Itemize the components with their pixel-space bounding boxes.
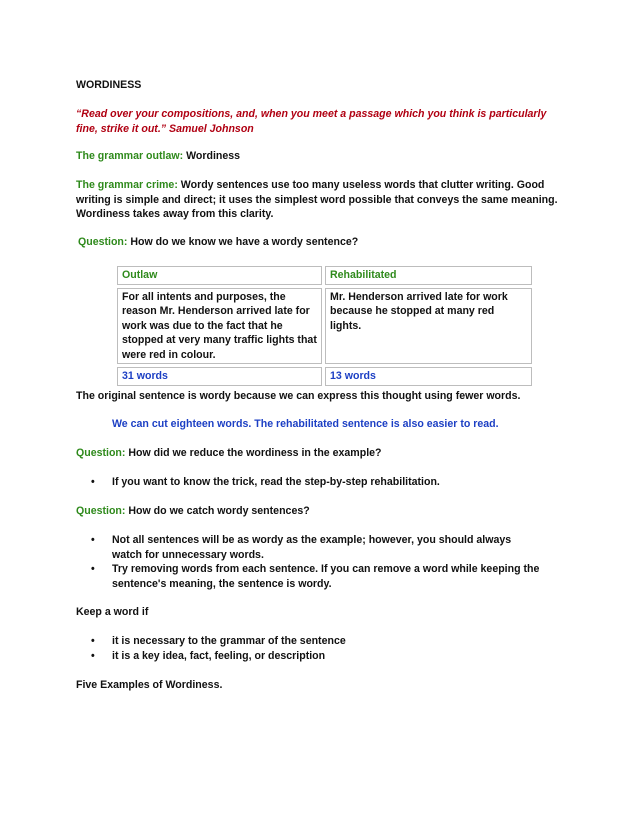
bullet-icon: • (91, 476, 95, 488)
list-2 (76, 475, 560, 490)
header-rehabilitated: Rehabilitated (325, 266, 532, 285)
page-title: WORDINESS (76, 79, 142, 91)
question-1-label: Question: (78, 236, 128, 248)
question-2-text: How did we reduce the wordiness in the example? (125, 447, 382, 459)
question-3-label: Question: (76, 505, 126, 517)
examples-heading: Five Examples of Wordiness. (76, 679, 223, 691)
bullet-icon: • (91, 563, 95, 575)
list-item: • it is necessary to the grammar of the sentence (91, 635, 346, 647)
original-note: The original sentence is wordy because we can express this thought using fewer words. (76, 390, 521, 402)
question-1 (78, 235, 562, 250)
rehabilitated-word-count: 13 words (325, 367, 532, 386)
table-row (117, 288, 532, 365)
outlaw-label: The grammar outlaw: (76, 150, 184, 162)
list-item: • Try removing words from each sentence. If you can remove a word while keeping the sentence's meaning, the sentence is wordy. (91, 563, 540, 590)
outlaw-line (76, 149, 560, 164)
list-3 (76, 533, 542, 591)
crime-label: The grammar crime: (76, 179, 178, 191)
list-4 (76, 634, 560, 663)
bullet-icon: • (91, 649, 95, 662)
question-2 (76, 446, 560, 461)
bullet-icon: • (91, 534, 95, 546)
question-2-label: Question: (76, 447, 126, 459)
cut-note: We can cut eighteen words. The rehabilitated sentence is also easier to read. (112, 418, 499, 430)
question-1-text: How do we know we have a wordy sentence? (127, 236, 359, 248)
comparison-table (114, 263, 535, 389)
question-3-text: How do we catch wordy sentences? (125, 505, 310, 517)
header-outlaw: Outlaw (117, 266, 322, 285)
crime-text: Wordy sentences use too many useless words that clutter writing. Good writing is simple and direct; it uses the simplest word possible that conveys the same meaning. Wordiness takes away from this clarity. (76, 179, 558, 220)
list-item: • Not all sentences will be as wordy as the example; however, you should always watch for unnecessary words. (91, 534, 512, 561)
keep-heading: Keep a word if (76, 606, 149, 618)
table-header-row (117, 266, 532, 285)
crime-paragraph (76, 178, 561, 222)
list-item: • it is a key idea, fact, feeling, or description (91, 649, 326, 662)
outlaw-text: Wordiness (183, 150, 241, 162)
question-3 (76, 504, 560, 519)
list-item: • If you want to know the trick, read the step-by-step rehabilitation. (91, 476, 440, 488)
table-count-row (117, 367, 532, 386)
bullet-icon: • (91, 635, 95, 647)
rehabilitated-sentence: Mr. Henderson arrived late for work because he stopped at many red lights. (325, 288, 532, 365)
quote: “Read over your compositions, and, when you meet a passage which you think is particularly fine, strike it out.” Samuel Johnson (76, 108, 547, 135)
outlaw-word-count: 31 words (117, 367, 322, 386)
outlaw-sentence: For all intents and purposes, the reason Mr. Henderson arrived late for work was due to the fact that he stopped at very many traffic lights that were red in colour. (117, 288, 322, 365)
